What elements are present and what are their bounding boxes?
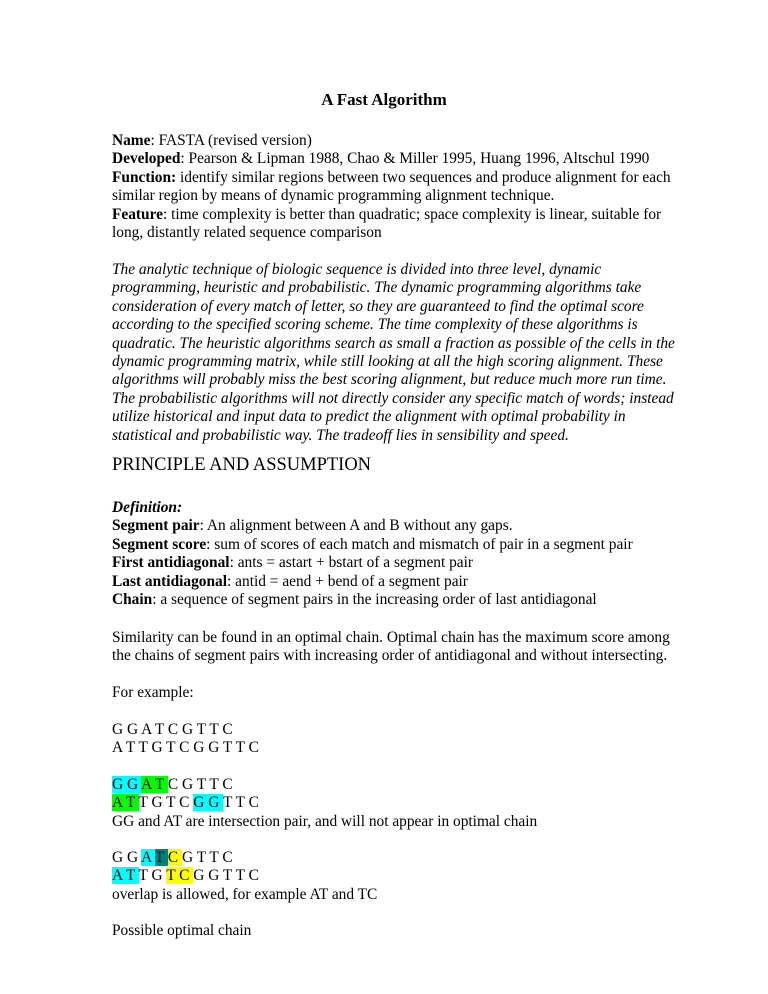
sequence-example-1 xyxy=(112,721,672,758)
intro-line: The analytic technique of biologic sequence is divided into three level, dynamic xyxy=(112,261,602,278)
definition-term: First antidiagonal xyxy=(112,554,230,572)
name-line xyxy=(112,132,672,150)
similarity-line: Similarity can be found in an optimal chain. Optimal chain has the maximum score among xyxy=(112,629,670,646)
definition-item xyxy=(112,517,672,535)
intersection-caption: GG and AT are intersection pair, and will not appear in optimal chain xyxy=(112,812,538,830)
highlight-a: A xyxy=(141,849,155,866)
highlight-tc: T C xyxy=(166,867,194,885)
metadata-block xyxy=(112,132,672,242)
function-value-1: identify similar regions between two sequences and produce alignment for each xyxy=(176,168,671,186)
function-line-2: similar region by means of dynamic programming alignment technique. xyxy=(112,187,555,205)
intro-line: programming, heuristic and probabilistic. The dynamic programming algorithms take xyxy=(112,279,642,297)
sequence-a: G G A T C G T T C xyxy=(112,721,233,738)
sequence-b-highlighted: A T T G T C G G T T C xyxy=(112,867,259,885)
developed-line xyxy=(112,150,672,168)
definition-term: Segment pair xyxy=(112,517,200,535)
overlap-caption: overlap is allowed, for example AT and TC xyxy=(112,885,378,903)
definition-heading: Definition: xyxy=(112,499,183,516)
name-value: : FASTA (revised version) xyxy=(150,132,312,149)
section-heading: PRINCIPLE AND ASSUMPTION xyxy=(112,455,372,475)
developed-label: Developed xyxy=(112,150,181,168)
definition-text: : a sequence of segment pairs in the increasing order of last antidiagonal xyxy=(152,590,597,608)
definition-block xyxy=(112,499,672,609)
intro-line: algorithms will probably miss the best scoring alignment, but reduce much more run time. xyxy=(112,371,667,389)
definition-term: Chain xyxy=(112,590,153,608)
highlight-at: A T xyxy=(112,867,139,885)
definition-term: Segment score xyxy=(112,535,207,553)
intro-line: statistical and probabilistic way. The tradeoff lies in sensibility and speed. xyxy=(112,426,569,444)
closing-text: Possible optimal chain xyxy=(112,922,252,939)
highlight-t-overlap: T xyxy=(154,849,168,866)
feature-line-2: long, distantly related sequence comparison xyxy=(112,223,382,241)
sequence-example-2 xyxy=(112,776,672,831)
sequence-b-highlighted: A T T G T C G G T T C xyxy=(112,794,259,812)
example-label: For example: xyxy=(112,684,194,701)
definition-item xyxy=(112,554,672,572)
highlight-at: A T xyxy=(112,794,139,812)
definition-term: Last antidiagonal xyxy=(112,572,228,590)
highlight-c: C xyxy=(167,849,183,866)
sequence-a-highlighted: G G A T C G T T C xyxy=(112,776,233,793)
function-label: Function: xyxy=(112,168,177,186)
intro-line: according to the specified scoring scheme. The time complexity of these algorithms is xyxy=(112,316,638,334)
intro-line: dynamic programming matrix, while still looking at all the high scoring alignment. These xyxy=(112,352,663,370)
feature-value-1: : time complexity is better than quadratic; space complexity is linear, suitable for xyxy=(163,205,662,223)
intro-line: The probabilistic algorithms will not directly consider any specific match of words; instead xyxy=(112,389,674,407)
definition-text: : An alignment between A and B without any gaps. xyxy=(199,517,513,535)
sequence-b: A T T G T C G G T T C xyxy=(112,739,259,757)
developed-value: : Pearson & Lipman 1988, Chao & Miller 1995, Huang 1996, Altschul 1990 xyxy=(180,150,650,168)
definition-text: : sum of scores of each match and mismatch of pair in a segment pair xyxy=(206,535,633,553)
intro-line: utilize historical and input data to predict the alignment with optimal probability in xyxy=(112,408,626,426)
definition-text: : ants = astart + bstart of a segment pair xyxy=(229,554,474,572)
intro-paragraph xyxy=(112,261,675,445)
feature-label: Feature xyxy=(112,205,163,223)
highlight-at: A T xyxy=(141,776,168,793)
intro-line: consideration of every match of letter, so they are guaranteed to find the optimal score xyxy=(112,297,644,315)
definition-item xyxy=(112,573,672,591)
sequence-example-3 xyxy=(112,849,672,904)
definition-item xyxy=(112,591,672,609)
page-title: A Fast Algorithm xyxy=(321,90,447,109)
definition-item xyxy=(112,536,672,554)
definition-text: : antid = aend + bend of a segment pair xyxy=(227,572,468,590)
sequence-a-highlighted: G G A T C G T T C xyxy=(112,849,233,866)
intro-line: quadratic. The heuristic algorithms search as small a fraction as possible of the cells in the xyxy=(112,334,675,352)
name-label: Name xyxy=(112,132,151,149)
similarity-line: the chains of segment pairs with increasing order of antidiagonal and without intersecting. xyxy=(112,647,668,665)
similarity-paragraph xyxy=(112,629,672,666)
highlight-gg: G G xyxy=(112,776,142,793)
feature-line xyxy=(112,206,672,224)
highlight-gg: G G xyxy=(193,794,223,812)
function-line xyxy=(112,169,672,187)
